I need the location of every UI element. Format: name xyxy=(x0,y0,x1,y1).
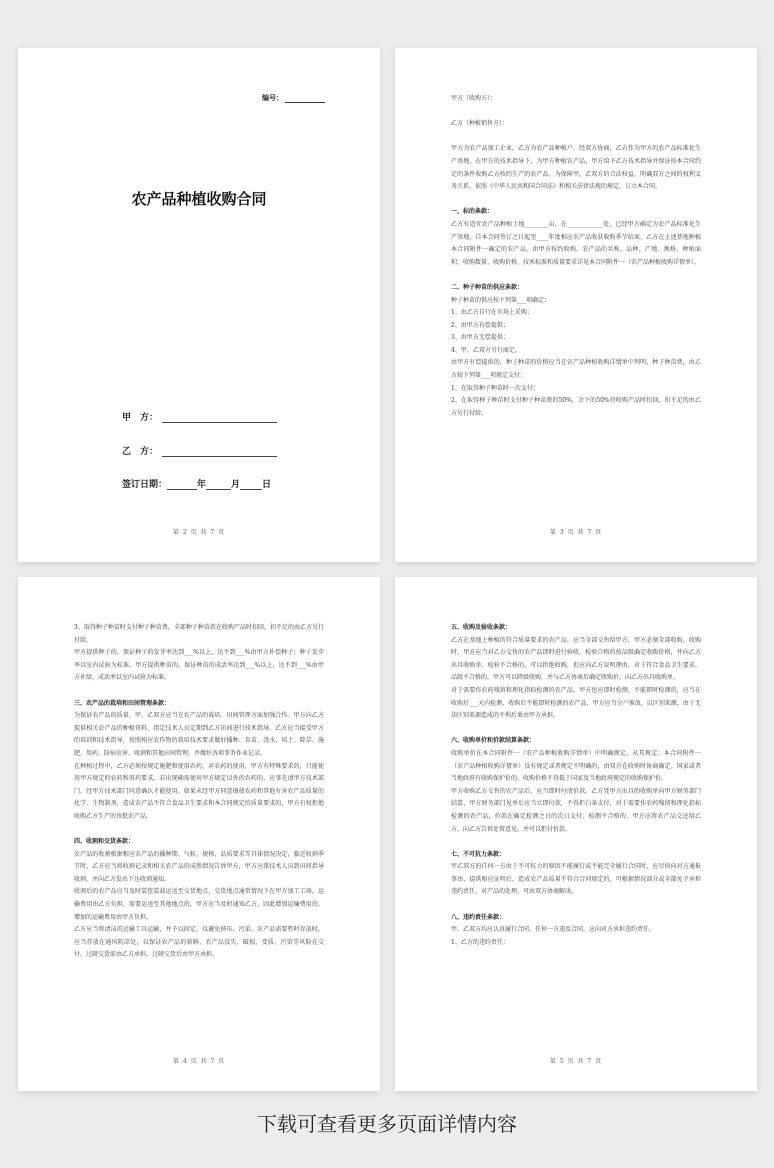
paragraph: 农产品的收割根据相应农产品的播种期、气候、规格、品质要求等具体情况决定，临近收割季节时，乙方应当将收割记录和相关农产品的成熟情况告诉甲方，甲方应派技术人员到田间指导收割，并向乙方发出下达收割通知。 xyxy=(74,850,324,883)
page-number: 第 4 页 共 7 页 xyxy=(172,1058,226,1065)
paragraph: 对于需要作农药残留和理化指标检测的农产品，甲方也应即时检测，不能即时检测的，应当在收购后___天内检测，收购后不能即时检测的农产品，甲方应当分户堆放，以区别来源，由于无法区别来源造成的不利后果由甲方承担。 xyxy=(451,686,701,720)
party-a-label: 甲 方： xyxy=(122,413,159,423)
paragraph: 1、乙方的违约责任： xyxy=(451,938,509,946)
paragraph: 甲方为农产品加工企业，乙方为农产品种植户，经双方协商，乙方作为甲方的农产品标准化生产基地，在甲方的技术指导下，为甲方种植农产品，甲方给予乙方技术指导并保证按本合同约定的条件收购乙方按约生产的农产品。为保障甲、乙双方的合法权益，明确双方之间的权利义务关系，依照《中华人民共和国合同法》和相关法律法规的规定，订立本合同。 xyxy=(451,145,701,191)
section-heading: 五、收购及验收条款： xyxy=(451,624,512,631)
paragraph: 1、由乙方自行在市场上采购； xyxy=(451,309,533,317)
contract-number-field xyxy=(262,93,325,103)
page-number: 第 3 页 共 7 页 xyxy=(549,529,603,536)
paragraph: 收购单价在本合同附件一（农产品种植收购详情单）中明确规定，从其规定：本合同附件一（农产品种植收购详情单）没有规定或者规定不明确的，由双方在收购时协商确定。国家或者当地政府有收购保护价的，收购价格不得低于国家及当地政府规定的收购保护价。 xyxy=(451,749,701,783)
paragraph: 种子种苗的供应按下列第___项确定： xyxy=(451,296,551,304)
paragraph: 2、在取得种子种苗时支付种子种苗费的50%，余下的50%待收购产品时扣回，扣不足的由乙方另行付给。 xyxy=(451,397,701,417)
party-a-blank xyxy=(162,413,277,423)
paragraph-gap xyxy=(451,194,701,207)
paragraph: 由甲方有偿提供的，种子种苗的价格应当在农产品种植收购详情单中列明，种子种苗费，由乙方按下列第___项规定支付： xyxy=(451,359,701,380)
paragraph: 甲乙双方的任何一方由于不可抗力的原因不能履行或不能完全履行合同时，应尽快向对方通报事由，提供相应证明后，造成农产品质量不符合合同规定的，可根据情况部分或全部免予承担违约责任，对产品的处理，可由双方协商解决。 xyxy=(451,863,701,896)
section-heading: 三、农产品的栽培和田间管理条款： xyxy=(74,699,171,707)
paragraph: 甲、乙双方均应认真履行合同，任何一方违反合同，应向对方承担违约责任。 xyxy=(451,926,656,934)
paragraph-gap xyxy=(74,685,324,698)
sign-date-label: 签订日期： xyxy=(122,480,168,490)
month-label: 月 xyxy=(231,480,241,490)
paragraph: 甲方收购乙方交售的农产品后，应当即时付清价款。乙方凭甲方出具的收购单向甲方财务部门结算，甲方财务部门见单后应当立即付款，不得拒白条支付，对于需要作农药残留和理化指标检测的农产品，价款在确定检测之日的次日支付；检测不合格的，甲方应将农产品交还给乙方，向乙方告诉处置意见，并可以拒付价款。 xyxy=(451,787,701,833)
contract-page-4 xyxy=(18,577,380,1091)
section-heading: 七、不可抗力条款： xyxy=(451,850,506,858)
paragraph: 收割后的农产品应当及时装筐装载运送至交货地点，交货地点通常情况下在甲方加工工场，运输费用由乙方负担，需要运送至其他地点的，甲方应当及时通知乙方，因此增加运输费用的，增加的运输费用由甲方负担。 xyxy=(74,888,324,921)
day-blank xyxy=(240,480,262,490)
page-body xyxy=(451,622,701,949)
paragraph-gap xyxy=(451,269,701,282)
party-b-field xyxy=(122,444,277,457)
section-heading: 二、种子种苗的供应条款： xyxy=(451,283,524,291)
paragraph: 4、甲、乙双方另行商定。 xyxy=(451,346,521,354)
paragraph-gap xyxy=(451,836,701,849)
paragraph-gap xyxy=(74,824,324,837)
page-number: 第 5 页 共 7 页 xyxy=(549,1058,603,1065)
sign-date-field xyxy=(122,477,271,490)
paragraph: 甲方提供种子的，保证种子的发芽率达到___%以上，达不到___%由甲方补偿种子；种子发芽率以室内试验为标准。甲方提供种苗的，保证种苗的成活率达到___%以上，达不到___%由甲方补给，成活率以室内试验为标准。 xyxy=(74,649,324,682)
contract-page-3 xyxy=(395,48,757,562)
paragraph: 2、由甲方有偿提供； xyxy=(451,321,509,329)
section-heading: 六、收购单价和价款结算条款： xyxy=(451,737,536,745)
paragraph-gap xyxy=(451,723,701,736)
page-number: 第 2 页 共 7 页 xyxy=(172,529,226,536)
paragraph: 乙方有适宜农产品种植土地________亩，在____________处，已经甲方确定为农产品标准化生产基地。自本合同签订之日起至____年度相应农产品收获收购季节结束，乙方在上述基地种植本合同附件一确定的农产品，由甲方按约收购。农产品的名称、品种、产地、规格、种植面积、收购数量、收购价格、技术标准和质量要求详见本合同附件一（农产品种植收购详情单）。 xyxy=(451,220,701,266)
cover-page xyxy=(18,48,380,562)
page-body xyxy=(74,622,324,962)
paragraph: 在种植过程中，乙方必须按规定施肥和使用农药，对农药的使用，甲方有特殊要求的，只能使用甲方规定的农药和用药要求。若出现确需使用甲方规定以外的农药的，应事先请甲方技术部门，经甲方技术部门同意确认才能使用。如果未经甲方同意擅使农药和其他有害农产品质量的化学、生物制剂，造成农产品不符合食品卫生要求和本合同规定的质量要求的，甲方有权拒绝收购乙方生产的该批农产品。 xyxy=(74,762,324,820)
year-blank xyxy=(167,480,197,490)
paragraph: 1、在取得种子种苗时一次支付； xyxy=(451,384,539,392)
party-b-blank xyxy=(162,447,277,457)
paragraph: 乙方（种植销售方）： xyxy=(451,120,509,128)
day-label: 日 xyxy=(262,480,272,490)
paragraph: 3、由甲方无偿提供； xyxy=(451,334,509,342)
section-heading: 八、违约责任条款： xyxy=(451,913,506,921)
contract-number-blank xyxy=(285,95,325,103)
paragraph-gap xyxy=(451,899,701,912)
page-body xyxy=(451,93,701,420)
contract-page-5 xyxy=(395,577,757,1091)
section-heading: 四、收割和交货条款： xyxy=(74,838,135,846)
paragraph-gap xyxy=(451,106,701,119)
contract-number-label: 编号： xyxy=(262,93,283,102)
paragraph: 乙方在基地上种植的符合质量要求的农产品，应当全部交售给甲方，甲方必须全部收购，收购时，甲方应当对乙方交售的农产品即时进行验收，检验合格的按品级确定收购价格，并向乙方出具收购单。检验不合格的，可以拒绝收购，但应向乙方说明理由，对于符合食品卫生要求，品级不合格的，甲方可以降级收购，并与乙方协商后确定收购价，向乙方出具收购单。 xyxy=(451,636,701,682)
section-heading: 一、标的条款： xyxy=(451,208,494,216)
paragraph: 乙方应当将清洁的运输工具运输，并予以固定，以避免挤压、污染、农产品需要暂时存放时，应当存放在通风阴凉处，以保证农产品的新鲜、农产品没失、破损、变质、污染等风险在交付，过磅交货前由乙方承担，过磅交货后由甲方承担。 xyxy=(74,926,324,959)
party-a-field xyxy=(122,410,277,423)
paragraph: 为保证农产品的质量，甲、乙双方应当在农产品的栽培、田间管理方面加强合作。甲方向乙方提供相关农产品的种植资料，指定技术人员定期到乙方田间进行技术指导。乙方应当接受甲方的培训和技术指导，按照相应农作物的栽培技术要求做好播种、育苗、浇水、培土、除草、施肥、用药、防病虫害、收割和其他田间管理，并做好各项事务作业记录。 xyxy=(74,712,324,757)
month-blank xyxy=(206,480,231,490)
paragraph: 甲方（收购方）： xyxy=(451,95,497,102)
download-caption: 下载可查看更多页面详情内容 xyxy=(257,1112,517,1136)
year-label: 年 xyxy=(197,480,207,490)
party-b-label: 乙 方： xyxy=(122,447,159,457)
paragraph-gap xyxy=(451,131,701,144)
contract-title: 农产品种植收购合同 xyxy=(131,190,267,208)
paragraph: 3、取得种子种苗时支付种子种苗费，全部种子种苗款在收购产品时扣回，扣不足的由乙方另行付给。 xyxy=(74,624,324,644)
